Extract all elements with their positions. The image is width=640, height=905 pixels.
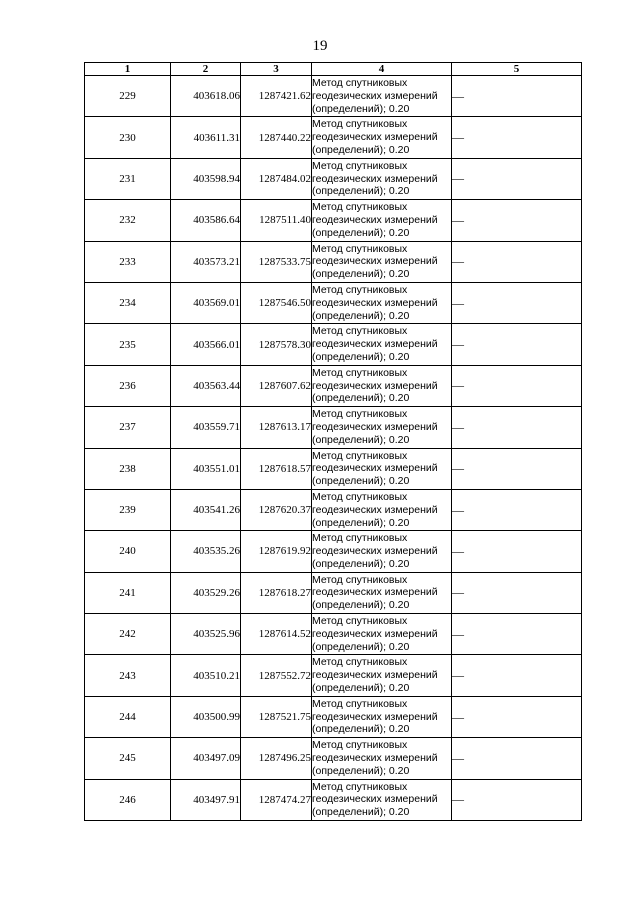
method-accuracy-cell: Метод спутниковых геодезических измерений (определений); 0.20	[312, 117, 452, 158]
point-number-cell: 239	[85, 489, 171, 530]
point-number-cell: 234	[85, 282, 171, 323]
point-number-cell: 240	[85, 531, 171, 572]
note-cell: —	[452, 324, 582, 365]
method-accuracy-cell: Метод спутниковых геодезических измерений (определений); 0.20	[312, 738, 452, 779]
y-coordinate-cell: 1287613.17	[241, 407, 312, 448]
point-number-cell: 236	[85, 365, 171, 406]
x-coordinate-cell: 403598.94	[171, 158, 241, 199]
table-row	[85, 241, 582, 282]
point-number-cell: 229	[85, 76, 171, 117]
method-accuracy-cell: Метод спутниковых геодезических измерений (определений); 0.20	[312, 365, 452, 406]
table-row	[85, 572, 582, 613]
y-coordinate-cell: 1287533.75	[241, 241, 312, 282]
table-row	[85, 158, 582, 199]
point-number-cell: 232	[85, 200, 171, 241]
x-coordinate-cell: 403563.44	[171, 365, 241, 406]
note-cell: —	[452, 407, 582, 448]
table-row	[85, 324, 582, 365]
method-accuracy-cell: Метод спутниковых геодезических измерений (определений); 0.20	[312, 241, 452, 282]
table-row	[85, 200, 582, 241]
y-coordinate-cell: 1287511.40	[241, 200, 312, 241]
x-coordinate-cell: 403510.21	[171, 655, 241, 696]
table-row	[85, 738, 582, 779]
x-coordinate-cell: 403611.31	[171, 117, 241, 158]
note-cell: —	[452, 738, 582, 779]
table-row	[85, 531, 582, 572]
note-cell: —	[452, 779, 582, 820]
method-accuracy-cell: Метод спутниковых геодезических измерений (определений); 0.20	[312, 282, 452, 323]
x-coordinate-cell: 403497.91	[171, 779, 241, 820]
method-accuracy-cell: Метод спутниковых геодезических измерений (определений); 0.20	[312, 489, 452, 530]
point-number-cell: 237	[85, 407, 171, 448]
note-cell: —	[452, 365, 582, 406]
table-row	[85, 614, 582, 655]
point-number-cell: 243	[85, 655, 171, 696]
method-accuracy-cell: Метод спутниковых геодезических измерений (определений); 0.20	[312, 614, 452, 655]
method-accuracy-cell: Метод спутниковых геодезических измерений (определений); 0.20	[312, 531, 452, 572]
x-coordinate-cell: 403569.01	[171, 282, 241, 323]
method-accuracy-cell: Метод спутниковых геодезических измерений (определений); 0.20	[312, 655, 452, 696]
note-cell: —	[452, 158, 582, 199]
x-coordinate-cell: 403525.96	[171, 614, 241, 655]
note-cell: —	[452, 282, 582, 323]
table-row	[85, 282, 582, 323]
point-number-cell: 233	[85, 241, 171, 282]
note-cell: —	[452, 696, 582, 737]
y-coordinate-cell: 1287618.57	[241, 448, 312, 489]
x-coordinate-cell: 403535.26	[171, 531, 241, 572]
note-cell: —	[452, 531, 582, 572]
table-row	[85, 448, 582, 489]
method-accuracy-cell: Метод спутниковых геодезических измерений (определений); 0.20	[312, 448, 452, 489]
table-row	[85, 655, 582, 696]
table-row	[85, 407, 582, 448]
point-number-cell: 242	[85, 614, 171, 655]
x-coordinate-cell: 403541.26	[171, 489, 241, 530]
method-accuracy-cell: Метод спутниковых геодезических измерений (определений); 0.20	[312, 76, 452, 117]
x-coordinate-cell: 403573.21	[171, 241, 241, 282]
note-cell: —	[452, 655, 582, 696]
column-header: 1	[85, 63, 171, 76]
method-accuracy-cell: Метод спутниковых геодезических измерений (определений); 0.20	[312, 324, 452, 365]
point-number-cell: 241	[85, 572, 171, 613]
point-number-cell: 231	[85, 158, 171, 199]
method-accuracy-cell: Метод спутниковых геодезических измерений (определений); 0.20	[312, 158, 452, 199]
column-header: 3	[241, 63, 312, 76]
point-number-cell: 230	[85, 117, 171, 158]
point-number-cell: 245	[85, 738, 171, 779]
y-coordinate-cell: 1287484.02	[241, 158, 312, 199]
page-number: 19	[312, 38, 328, 54]
method-accuracy-cell: Метод спутниковых геодезических измерений (определений); 0.20	[312, 572, 452, 613]
point-number-cell: 246	[85, 779, 171, 820]
point-number-cell: 235	[85, 324, 171, 365]
note-cell: —	[452, 76, 582, 117]
y-coordinate-cell: 1287552.72	[241, 655, 312, 696]
table-row	[85, 76, 582, 117]
table-row	[85, 365, 582, 406]
x-coordinate-cell: 403500.99	[171, 696, 241, 737]
note-cell: —	[452, 489, 582, 530]
table-row	[85, 489, 582, 530]
y-coordinate-cell: 1287620.37	[241, 489, 312, 530]
method-accuracy-cell: Метод спутниковых геодезических измерений (определений); 0.20	[312, 407, 452, 448]
column-header: 5	[452, 63, 582, 76]
table-body	[85, 76, 582, 821]
y-coordinate-cell: 1287440.22	[241, 117, 312, 158]
point-number-cell: 244	[85, 696, 171, 737]
x-coordinate-cell: 403586.64	[171, 200, 241, 241]
x-coordinate-cell: 403559.71	[171, 407, 241, 448]
table-row	[85, 696, 582, 737]
method-accuracy-cell: Метод спутниковых геодезических измерений (определений); 0.20	[312, 200, 452, 241]
y-coordinate-cell: 1287521.75	[241, 696, 312, 737]
x-coordinate-cell: 403497.09	[171, 738, 241, 779]
y-coordinate-cell: 1287607.62	[241, 365, 312, 406]
y-coordinate-cell: 1287619.92	[241, 531, 312, 572]
x-coordinate-cell: 403618.06	[171, 76, 241, 117]
y-coordinate-cell: 1287614.52	[241, 614, 312, 655]
table-header-row	[85, 63, 582, 76]
x-coordinate-cell: 403529.26	[171, 572, 241, 613]
note-cell: —	[452, 614, 582, 655]
note-cell: —	[452, 200, 582, 241]
note-cell: —	[452, 572, 582, 613]
point-number-cell: 238	[85, 448, 171, 489]
x-coordinate-cell: 403566.01	[171, 324, 241, 365]
y-coordinate-cell: 1287474.27	[241, 779, 312, 820]
note-cell: —	[452, 241, 582, 282]
table-row	[85, 779, 582, 820]
column-header: 4	[312, 63, 452, 76]
method-accuracy-cell: Метод спутниковых геодезических измерений (определений); 0.20	[312, 696, 452, 737]
note-cell: —	[452, 117, 582, 158]
y-coordinate-cell: 1287546.50	[241, 282, 312, 323]
y-coordinate-cell: 1287578.30	[241, 324, 312, 365]
column-header: 2	[171, 63, 241, 76]
y-coordinate-cell: 1287618.27	[241, 572, 312, 613]
method-accuracy-cell: Метод спутниковых геодезических измерений (определений); 0.20	[312, 779, 452, 820]
table-row	[85, 117, 582, 158]
y-coordinate-cell: 1287496.25	[241, 738, 312, 779]
coordinates-table	[84, 62, 582, 821]
x-coordinate-cell: 403551.01	[171, 448, 241, 489]
y-coordinate-cell: 1287421.62	[241, 76, 312, 117]
note-cell: —	[452, 448, 582, 489]
